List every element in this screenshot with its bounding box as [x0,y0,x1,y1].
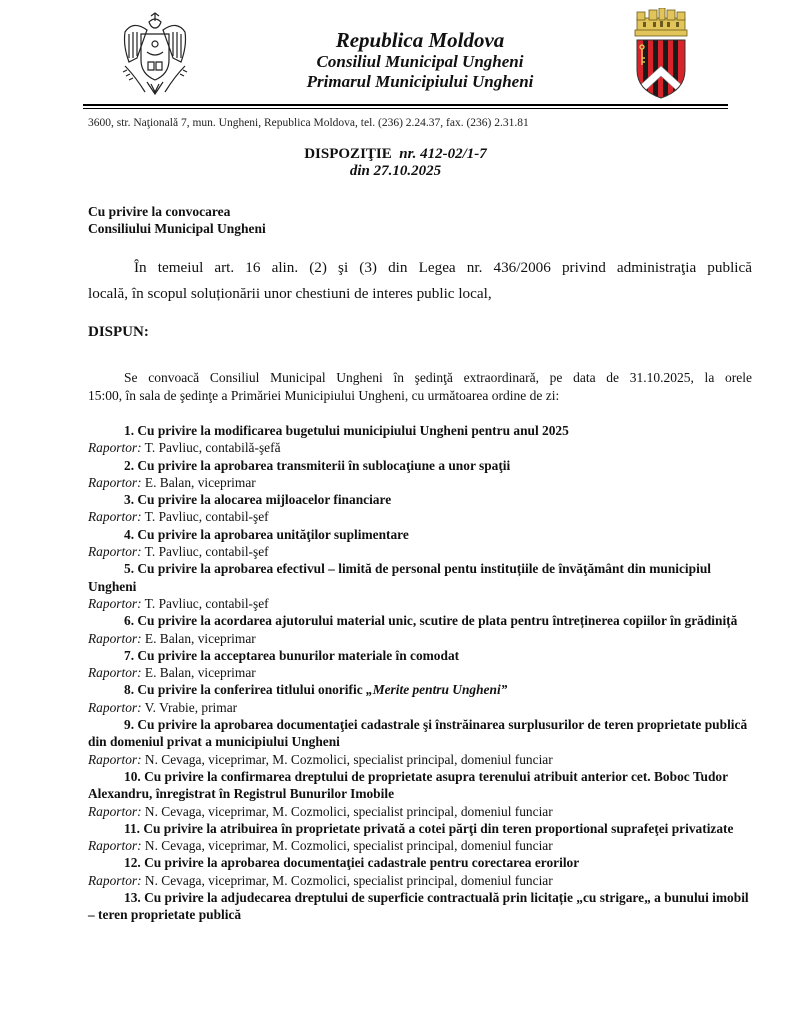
agenda-item-title: 12. Cu privire la aprobarea documentaţiei cadastrale pentru corectarea erorilor [124,855,580,871]
raportor-name: N. Cevaga, viceprimar, M. Cozmolici, specialist principal, domeniul funciar [141,803,553,819]
document-date: din 27.10.2025 [349,163,442,179]
agenda-item-raportor [88,699,752,716]
subject-line-2: Consiliului Municipal Ungheni [88,221,266,236]
convene-line-1: Se convoacă Consiliul Municipal Ungheni în şedinţă extraordinară, pe data de 31.10.2025, la orele [124,370,752,385]
raportor-label: Raportor: [88,838,142,854]
agenda-item-raportor [88,595,752,612]
document-number: nr. 412-02/1-7 [399,146,487,162]
raportor-label: Raportor: [88,803,142,819]
agenda-item [88,560,752,612]
agenda-item [88,422,752,457]
agenda-item-title: 13. Cu privire la adjudecarea dreptului de superficie contractuală prin licitație „cu strigare„ a bunului imobil – teren proprietate publică [88,890,749,923]
raportor-name: N. Cevaga, viceprimar, M. Cozmolici, specialist principal, domeniul funciar [141,751,553,767]
agenda-item-raportor [88,837,752,854]
agenda-item [88,647,752,682]
agenda-item-raportor [88,872,752,889]
agenda-item [88,457,752,492]
agenda-item-raportor [88,508,752,525]
agenda-item-raportor [88,543,752,560]
agenda-item-raportor [88,751,752,768]
ungheni-coat-of-arms-icon [633,8,689,100]
agenda-item-title: 7. Cu privire la acceptarea bunurilor materiale în comodat [124,647,460,663]
agenda-item [88,768,752,820]
raportor-label: Raportor: [88,440,142,456]
agenda-item-title: 2. Cu privire la aprobarea transmiterii în sublocaţiune a unor spaţii [124,457,511,473]
raportor-name: V. Vrabie, primar [141,699,238,715]
raportor-name: E. Balan, viceprimar [141,665,256,681]
agenda-item [88,889,752,924]
agenda-item-title: 5. Cu privire la aprobarea efectivul – limită de personal pentu instituțiile de învăţământ din municipiul Ungheni [88,561,711,594]
agenda-list [88,422,752,924]
document-title [0,146,791,180]
letterhead-titles [250,28,590,92]
convene-line-2: 15:00, în sala de şedinţe a Primăriei Municipiului Ungheni, cu următoarea ordine de zi: [88,388,560,403]
raportor-label: Raportor: [88,544,142,560]
agenda-item-title [88,681,752,698]
raportor-name: N. Cevaga, viceprimar, M. Cozmolici, specialist principal, domeniul funciar [141,872,553,888]
raportor-label: Raportor: [88,699,142,715]
agenda-item-raportor [88,664,752,681]
agenda-item [88,716,752,768]
preamble-line-2: locală, în scopul soluționării unor chestiuni de interes public local, [88,285,492,302]
agenda-item [88,681,752,716]
country-name: Republica Moldova [335,28,505,52]
raportor-label: Raportor: [88,665,142,681]
subject-line-1: Cu privire la convocarea [88,204,231,219]
raportor-label: Raportor: [88,595,142,611]
agenda-item-title-text: 8. Cu privire la conferirea titlului onorific [124,682,366,698]
preamble-paragraph [88,255,752,307]
raportor-name: T. Pavliuc, contabilă-şefă [141,440,281,456]
agenda-item-raportor [88,630,752,647]
agenda-item [88,854,752,889]
council-name: Consiliul Municipal Ungheni [316,52,524,71]
agenda-item-raportor [88,803,752,820]
raportor-label: Raportor: [88,872,142,888]
raportor-name: E. Balan, viceprimar [141,474,256,490]
agenda-item-title: 11. Cu privire la atribuirea în proprietate privată a cotei părţi din teren proportional suprafeţei privatizate [124,820,734,836]
preamble-line-1 [88,255,752,281]
agenda-item [88,526,752,561]
letterhead-divider-thin [83,108,728,109]
moldova-coat-of-arms-icon [117,10,193,98]
agenda-item [88,820,752,855]
raportor-name: N. Cevaga, viceprimar, M. Cozmolici, specialist principal, domeniul funciar [141,838,553,854]
raportor-label: Raportor: [88,630,142,646]
letterhead-divider-thick [83,104,728,106]
raportor-name: T. Pavliuc, contabil-şef [141,595,269,611]
agenda-item-raportor [88,474,752,491]
agenda-item [88,612,752,647]
agenda-item-title: 9. Cu privire la aprobarea documentaţiei cadastrale şi înstrăinarea surplusurilor de teren proprietate publică din domeniul privat a municipiului Ungheni [88,717,748,750]
agenda-item-raportor [88,439,752,456]
raportor-label: Raportor: [88,751,142,767]
raportor-label: Raportor: [88,474,142,490]
honorary-title-name: „Merite pentru Ungheni” [366,682,508,698]
agenda-item-title: 3. Cu privire la alocarea mijloacelor financiare [124,492,392,508]
agenda-item-title: 4. Cu privire la aprobarea unităţilor suplimentare [124,526,409,542]
document-type: DISPOZIŢIE [304,146,392,162]
agenda-item-title: 10. Cu privire la confirmarea dreptului de proprietate asupra terenului atribuit anterior cet. Boboc Tudor Alexandru, înregistrat în Registrul Bunurilor Imobile [88,768,728,802]
contact-address: 3600, str. Naţională 7, mun. Ungheni, Republica Moldova, tel. (236) 2.24.37, fax. (236) 2.31.81 [88,117,529,129]
agenda-item-title: 1. Cu privire la modificarea bugetului municipiului Ungheni pentru anul 2025 [124,423,569,438]
convene-paragraph [88,369,752,405]
raportor-name: E. Balan, viceprimar [141,630,256,646]
agenda-item-title: 6. Cu privire la acordarea ajutorului material unic, scutire de plata pentru întreținerea copiilor în grădiniță [124,613,738,629]
raportor-name: T. Pavliuc, contabil-şef [141,509,269,525]
raportor-name: T. Pavliuc, contabil-şef [141,544,269,560]
dispun-heading: DISPUN: [88,324,149,340]
raportor-label: Raportor: [88,509,142,525]
preamble-line-1-text: În temeiul art. 16 alin. (2) şi (3) din Legea nr. 436/2006 privind administraţia publică [134,259,752,276]
mayoralty-name: Primarul Municipiului Ungheni [306,72,534,91]
agenda-item [88,491,752,526]
document-subject [88,203,266,237]
